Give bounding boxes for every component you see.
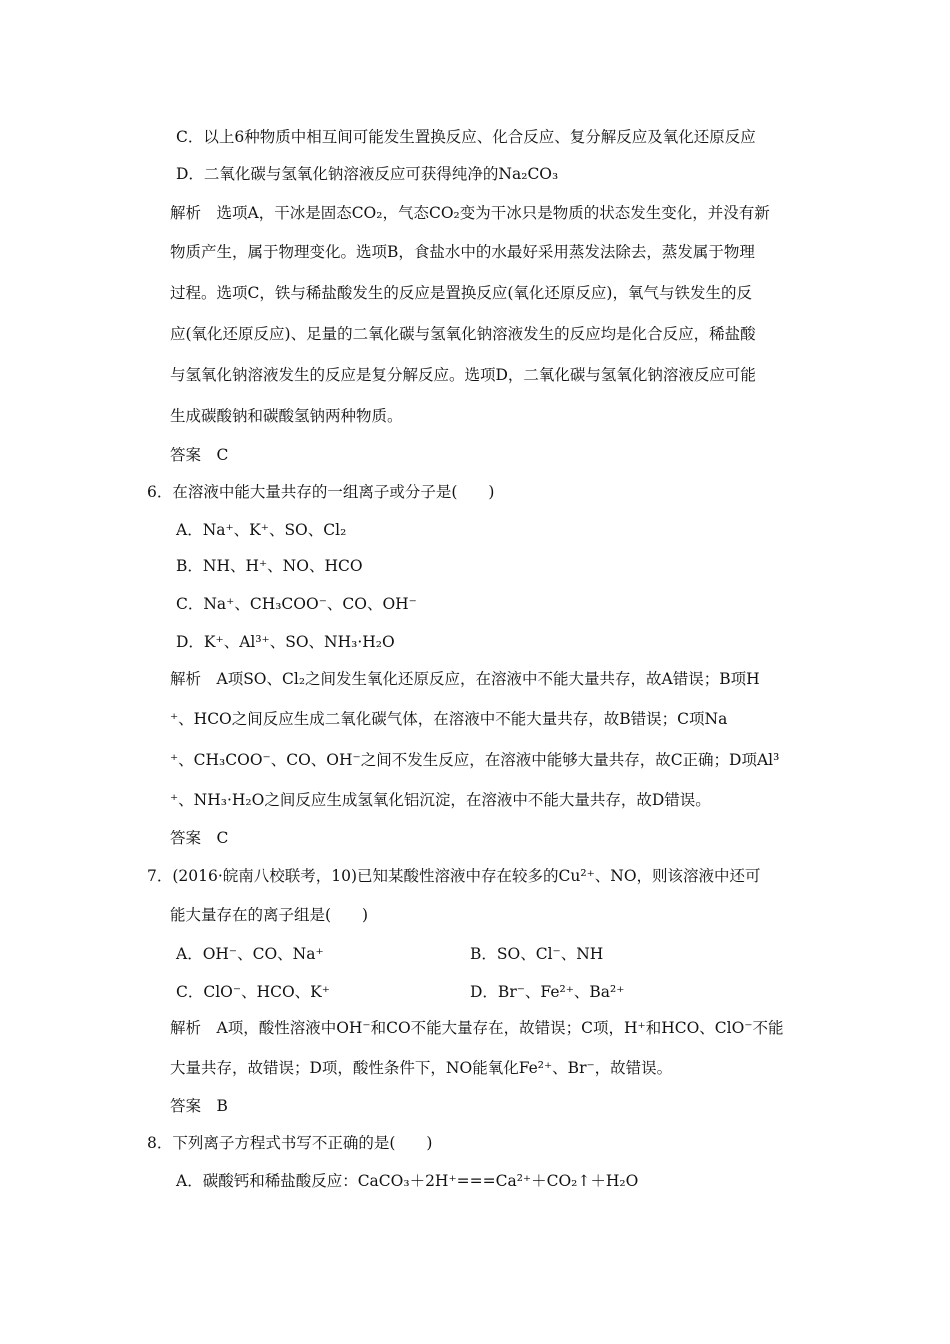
- analysis-line: 应(氧化还原反应)、足量的二氧化碳与氢氧化钠溶液发生的反应均是化合反应，稀盐酸: [170, 325, 756, 343]
- option-b-text: B．SO、Cl⁻、NH: [470, 945, 604, 963]
- analysis-line: 解析 选项A，干冰是固态CO₂，气态CO₂变为干冰只是物质的状态发生变化，并没有新: [170, 204, 770, 222]
- option-c-text: C．Na⁺、CH₃COO⁻、CO、OH⁻: [176, 595, 417, 613]
- option-d-text: D．Br⁻、Fe²⁺、Ba²⁺: [470, 983, 625, 1001]
- analysis-line: ⁺、NH₃·H₂O之间反应生成氢氧化铝沉淀，在溶液中不能大量共存，故D错误。: [170, 791, 711, 809]
- analysis-line: ⁺、HCO之间反应生成二氧化碳气体，在溶液中不能大量共存，故B错误；C项Na: [170, 710, 728, 728]
- analysis-line: 大量共存，故错误；D项，酸性条件下，NO能氧化Fe²⁺、Br⁻，故错误。: [170, 1059, 673, 1077]
- analysis-line: 过程。选项C，铁与稀盐酸发生的反应是置换反应(氧化还原反应)，氧气与铁发生的反: [170, 284, 752, 302]
- answer-text: 答案 B: [170, 1097, 228, 1115]
- analysis-line: 生成碳酸钠和碳酸氢钠两种物质。: [170, 407, 403, 425]
- question-7-stem: 7．(2016·皖南八校联考，10)已知某酸性溶液中存在较多的Cu²⁺、NO，则该溶液中还可: [147, 867, 761, 885]
- option-d-text: D．K⁺、Al³⁺、SO、NH₃·H₂O: [176, 633, 395, 651]
- question-8-stem: 8．下列离子方程式书写不正确的是( ): [147, 1134, 433, 1152]
- answer-text: 答案 C: [170, 446, 229, 464]
- option-a-text: A．碳酸钙和稀盐酸反应：CaCO₃＋2H⁺===Ca²⁺＋CO₂↑＋H₂O: [176, 1172, 639, 1190]
- option-a-text: A．Na⁺、K⁺、SO、Cl₂: [176, 521, 347, 539]
- option-a-text: A．OH⁻、CO、Na⁺: [176, 945, 324, 963]
- answer-text: 答案 C: [170, 829, 229, 847]
- option-c-text: C．ClO⁻、HCO、K⁺: [176, 983, 330, 1001]
- analysis-line: 物质产生，属于物理变化。选项B，食盐水中的水最好采用蒸发法除去，蒸发属于物理: [170, 243, 755, 261]
- question-7-stem: 能大量存在的离子组是( ): [170, 906, 369, 924]
- analysis-line: 解析 A项SO、Cl₂之间发生氧化还原反应，在溶液中不能大量共存，故A错误；B项H: [170, 670, 760, 688]
- question-6-stem: 6．在溶液中能大量共存的一组离子或分子是( ): [147, 483, 495, 501]
- option-d-text: D．二氧化碳与氢氧化钠溶液反应可获得纯净的Na₂CO₃: [176, 165, 559, 183]
- option-c-text: C．以上6种物质中相互间可能发生置换反应、化合反应、复分解反应及氧化还原反应: [176, 128, 756, 146]
- analysis-line: ⁺、CH₃COO⁻、CO、OH⁻之间不发生反应，在溶液中能够大量共存，故C正确；D项Al³: [170, 751, 780, 769]
- analysis-line: 解析 A项，酸性溶液中OH⁻和CO不能大量存在，故错误；C项，H⁺和HCO、ClO⁻不能: [170, 1019, 784, 1037]
- analysis-line: 与氢氧化钠溶液发生的反应是复分解反应。选项D，二氧化碳与氢氧化钠溶液反应可能: [170, 366, 756, 384]
- option-b-text: B．NH、H⁺、NO、HCO: [176, 557, 363, 575]
